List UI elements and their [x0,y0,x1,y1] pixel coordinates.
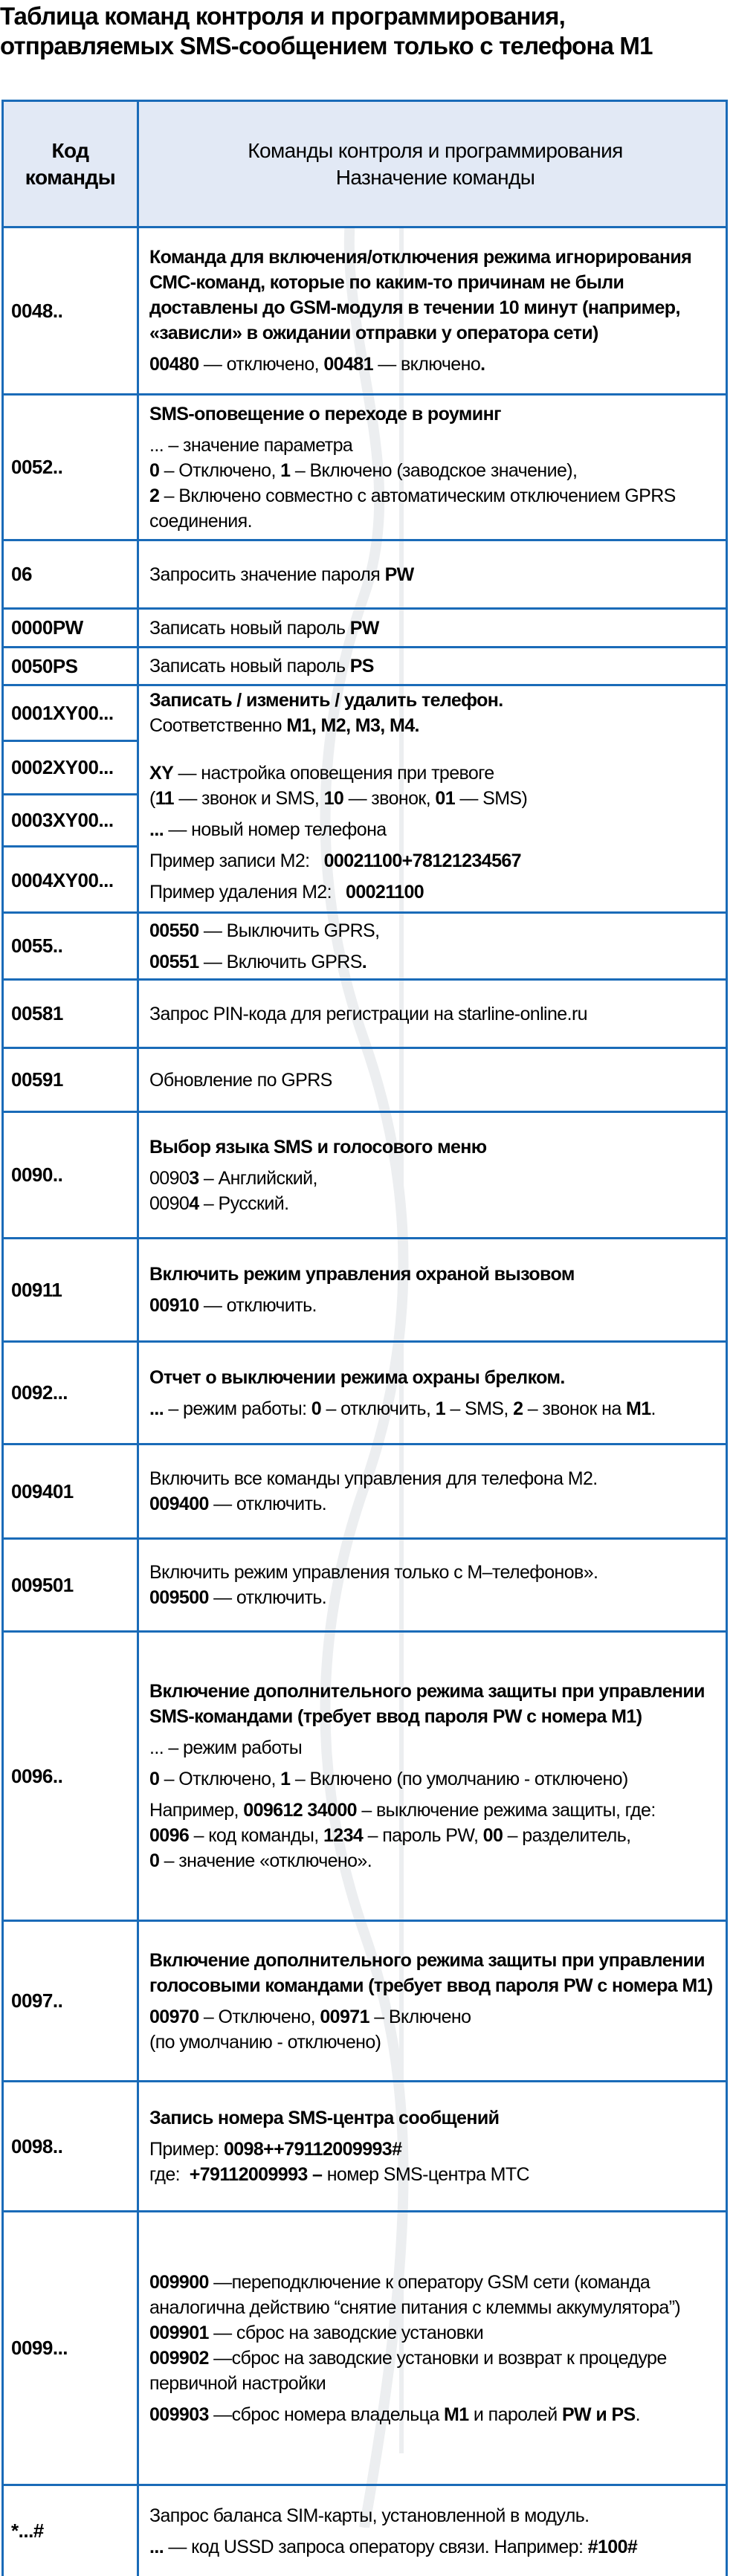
text: – звонок на [523,1398,626,1419]
bold-text: SMS-оповещение о переходе в роуминг [149,403,501,425]
bold-text: . [480,354,485,375]
command-code: 0098.. [1,2082,139,2210]
text: — код USSD запроса оператору связи. Например: [164,2536,588,2557]
bold-text: 009900 [149,2271,209,2293]
description-text: Запрос PIN-кода для регистрации на starline-online.ru [149,1003,587,1024]
text: Пример: [149,2139,224,2160]
description-text: Включить режим управления только с М–телефонов». [149,1562,598,1583]
text: Записать новый пароль [149,656,350,677]
bold-text: 2 [149,485,160,506]
table-row [1,393,728,539]
bold-text: Выбор языка SMS и голосового меню [149,1136,487,1158]
command-description [139,1113,728,1237]
header-desc-line-2: Назначение команды [335,165,535,189]
text: – отключить, [321,1398,436,1419]
command-code: 0055.. [1,914,139,978]
command-code: 0050PS [1,648,139,684]
bold-text: 00550 [149,920,199,941]
command-code: 0090.. [1,1113,139,1237]
description-text [149,1166,721,1191]
table-row [1,1237,728,1340]
description-text [149,616,721,641]
command-description [139,610,728,646]
description-title [149,1365,721,1390]
text: —сброс на заводские установки и возврат к процедуре первичной настройки [149,2347,667,2394]
table-row [1,539,728,607]
bold-text: М1, М2, М3, М4. [286,715,419,736]
description-text [149,1585,721,1610]
text: —переподключение к оператору GSM сети (команда аналогична действию “снятие питания с клеммы аккумулятора”) [149,2271,681,2318]
text: . [635,2404,640,2425]
text: — звонок, [343,788,436,809]
command-code: 0002XY00... [1,740,139,793]
command-code: 0048.. [1,228,139,393]
description-text [149,1396,721,1421]
description-title [149,2105,721,2131]
text: – Отключено, [198,2006,320,2027]
text: – режим работы: [164,1398,311,1419]
description-text [149,2162,721,2187]
description-title [149,1679,721,1729]
bold-text: 3 [189,1167,199,1189]
command-description [139,1633,728,1920]
command-description [139,541,728,607]
bold-text: PW [349,617,379,639]
text: 0090 [149,1192,190,1214]
text: ( [149,788,155,809]
text: – Включено [369,2006,471,2027]
command-description [139,228,728,393]
table-row [1,646,728,684]
description-text [149,949,721,975]
command-code: 06 [1,541,139,607]
command-code: 0004XY00... [1,845,139,914]
bold-text: PS [349,656,374,677]
description-text [149,2402,721,2427]
bold-text: Записать / изменить / удалить телефон. [149,690,503,711]
text: — отключить. [208,1587,327,1608]
text: Соответственно [149,715,287,736]
header-code-label: Код команды [25,138,116,189]
text: – Включено совместно с автоматическим отключением GPRS соединения. [149,485,676,532]
table-row [1,978,728,1047]
command-code: 009401 [1,1445,139,1537]
title-line-1: Таблица команд контроля и программирования, [0,2,565,30]
bold-text: 009400 [149,1494,209,1514]
text: – Включено (по умолчанию - отключено) [290,1769,628,1789]
description-text: Обновление по GPRS [149,1069,332,1091]
table-row [1,1920,728,2080]
command-code: 0099... [1,2212,139,2484]
description-text [149,1823,721,1848]
command-description [139,914,728,978]
command-code: 00911 [1,1239,139,1340]
bold-text: 0096 [149,1825,190,1846]
bold-text: 10 [323,788,344,809]
bold-text: . [361,951,367,972]
description-title [149,1134,721,1160]
bold-text: 00910 [149,1295,199,1316]
table-row [1,2080,728,2210]
command-code: 0003XY00... [1,793,139,845]
bold-text: 1 [280,1769,291,1789]
description-text [149,1491,721,1517]
table-row [1,1443,728,1537]
description-title [149,1262,721,1287]
bold-text: 009903 [149,2404,209,2425]
text: — звонок и SMS, [173,788,324,809]
table-header [1,100,728,226]
command-code: 0096.. [1,1633,139,1920]
text: Запросить значение пароля [149,564,385,585]
description-text [149,918,721,943]
command-description [139,648,728,684]
command-description [139,2082,728,2210]
description-values [149,458,721,483]
command-description [139,1922,728,2080]
bold-text: 00 [482,1825,503,1846]
command-code: 0052.. [1,396,139,539]
command-description [139,2486,728,2576]
command-description [139,1343,728,1443]
bold-text: 009901 [149,2322,209,2343]
command-description [139,1239,728,1340]
page-title [0,1,733,61]
text: – пароль PW, [363,1825,483,1846]
command-code: 0097.. [1,1922,139,2080]
header-desc-line-1: Команды контроля и программирования [248,138,623,162]
description-text [149,1293,721,1318]
description-text [149,1191,721,1216]
bold-text: 2 [513,1398,523,1419]
command-code: 009501 [1,1540,139,1630]
table-row [1,1537,728,1630]
table-row [1,2210,728,2484]
command-description [139,396,728,539]
description-text [149,2534,721,2560]
text: – Отключено, [159,459,281,481]
command-code: 00591 [1,1049,139,1111]
text: — SMS) [455,788,528,809]
text: — новый номер телефона [164,819,387,840]
table-row [1,911,728,978]
bold-text: ... [149,1398,164,1419]
bold-text: М1 [626,1398,651,1419]
bold-text: 4 [189,1192,199,1214]
text: Например, [149,1800,244,1821]
bold-text: 0 [149,1769,160,1789]
table-row [1,2484,728,2576]
text: — отключить. [208,1494,327,1514]
description-text [149,1848,721,1873]
bold-text: Отчет о выключении режима охраны брелком. [149,1366,565,1388]
bold-text: PW [384,564,414,585]
description-title [149,401,721,427]
table-row [1,1047,728,1111]
bold-text: +79112009993 – [189,2164,323,2185]
text: – Английский, [198,1167,317,1189]
text: – выключение режима защиты, где: [356,1800,656,1821]
bold-text: 1234 [323,1825,364,1846]
bold-text: Включить режим управления охраной вызовом [149,1264,575,1285]
text: 0090 [149,1167,190,1189]
bold-text: ... [149,819,164,840]
description-text: ... – режим работы [149,1737,303,1758]
bold-text: 1 [435,1398,445,1419]
description-text [149,1798,721,1823]
command-code: *...# [1,2486,139,2576]
bold-text: 01 [435,788,456,809]
command-code: 0092... [1,1343,139,1443]
description-values [149,352,721,377]
text: – Отключено, [159,1769,281,1789]
bold-text: PW и PS [561,2404,636,2425]
text: — Выключить GPRS, [198,920,380,941]
table-row [1,1111,728,1237]
text: – разделитель, [503,1825,631,1846]
table-row [1,684,728,911]
commands-table [1,100,728,2576]
text: и паролей [468,2404,562,2425]
text: Пример записи М2: [149,850,310,871]
bold-text: Команда для включения/отключения режима игнорирования СМС-команд, которые по каким-то причинам не были доставлены до GSM-модуля в течении 10 минут (например, «зависли» в ожидании отправки у оператора сети) [149,247,692,343]
table-row [1,1340,728,1443]
bold-text: 00551 [149,951,199,972]
bold-text: #100# [587,2536,638,2557]
bold-text: 0 [149,1850,160,1871]
command-code: 00581 [1,981,139,1047]
bold-text: 0 [149,459,160,481]
description-title [149,245,721,346]
description-text [149,1766,721,1792]
bold-text: 00971 [320,2006,369,2027]
description-text [149,2346,721,2396]
text: — сброс на заводские установки [208,2322,484,2343]
command-description [139,1540,728,1630]
text: – Русский. [198,1192,289,1214]
description-text: (по умолчанию - отключено) [149,2031,381,2053]
example-write [149,848,721,874]
description-text [149,2320,721,2346]
bold-text: 00481 [323,354,373,375]
command-description [139,1445,728,1537]
text: номер SMS-центра МТС [322,2164,529,2185]
description-param: ... – значение параметра [149,434,353,456]
bold-text: 009902 [149,2347,209,2369]
table-row [1,1630,728,1920]
description-text [149,761,721,786]
description-text [149,562,721,587]
header-description [139,102,728,226]
command-description [139,686,728,911]
bold-text: М1 [444,2404,469,2425]
bold-text: 0 [311,1398,322,1419]
text: — включено [372,354,481,375]
bold-text: Включение дополнительного режима защиты при управлении голосовыми командами (требует ввод пароля PW с номера М1) [149,1949,713,1996]
description-title [149,1948,721,1998]
bold-text: 009612 34000 [243,1800,357,1821]
description-text [149,653,721,679]
text: — отключено, [198,354,324,375]
text: — отключить. [198,1295,317,1316]
bold-text: 00021100 [346,882,424,903]
example-delete [149,879,721,905]
description-text [149,817,721,842]
text: – SMS, [445,1398,514,1419]
text: — Включить GPRS [198,951,362,972]
table-row [1,607,728,646]
text: . [650,1398,656,1419]
bold-text: XY [149,763,174,784]
description-text: Включить все команды управления для телефона М2. [149,1468,598,1489]
description-text [149,2270,721,2320]
title-line-2: отправляемых SMS-сообщением только с телефона М1 [0,32,653,59]
bold-text: 00021100+78121234567 [323,850,521,871]
bold-text: Запись номера SMS-центра сообщений [149,2108,500,2128]
text: где: [149,2164,190,2185]
bold-text: 0098++79112009993# [223,2139,402,2160]
bold-text: 00480 [149,354,199,375]
description-text [149,786,721,811]
text: – Включено (заводское значение), [290,459,578,481]
text: Пример удаления М2: [149,882,332,903]
bold-text: 1 [280,459,291,481]
bold-text: 009500 [149,1587,209,1608]
command-code: 0000PW [1,610,139,646]
text: – значение «отключено». [159,1850,372,1871]
command-code: 0001XY00... [1,684,139,740]
description-text: Запрос баланса SIM-карты, установленной в модуль. [149,2505,590,2526]
description-text [149,2004,721,2030]
text: —сброс номера владельца [208,2404,445,2425]
description-text [149,2137,721,2162]
command-description [139,981,728,1047]
description-values [149,483,721,534]
bold-text: ... [149,2536,164,2557]
command-description [139,1049,728,1111]
text: Записать новый пароль [149,617,350,639]
bold-text: Включение дополнительного режима защиты при управлении SMS-командами (требует ввод пароля PW с номера М1) [149,1681,705,1727]
table-row [1,226,728,393]
header-code [1,102,139,226]
bold-text: 11 [155,788,174,809]
description-text [149,713,721,738]
text: — настройка оповещения при тревоге [173,763,494,784]
command-description [139,2212,728,2484]
text: – код команды, [189,1825,323,1846]
bold-text: 00970 [149,2006,199,2027]
description-title [149,688,721,713]
